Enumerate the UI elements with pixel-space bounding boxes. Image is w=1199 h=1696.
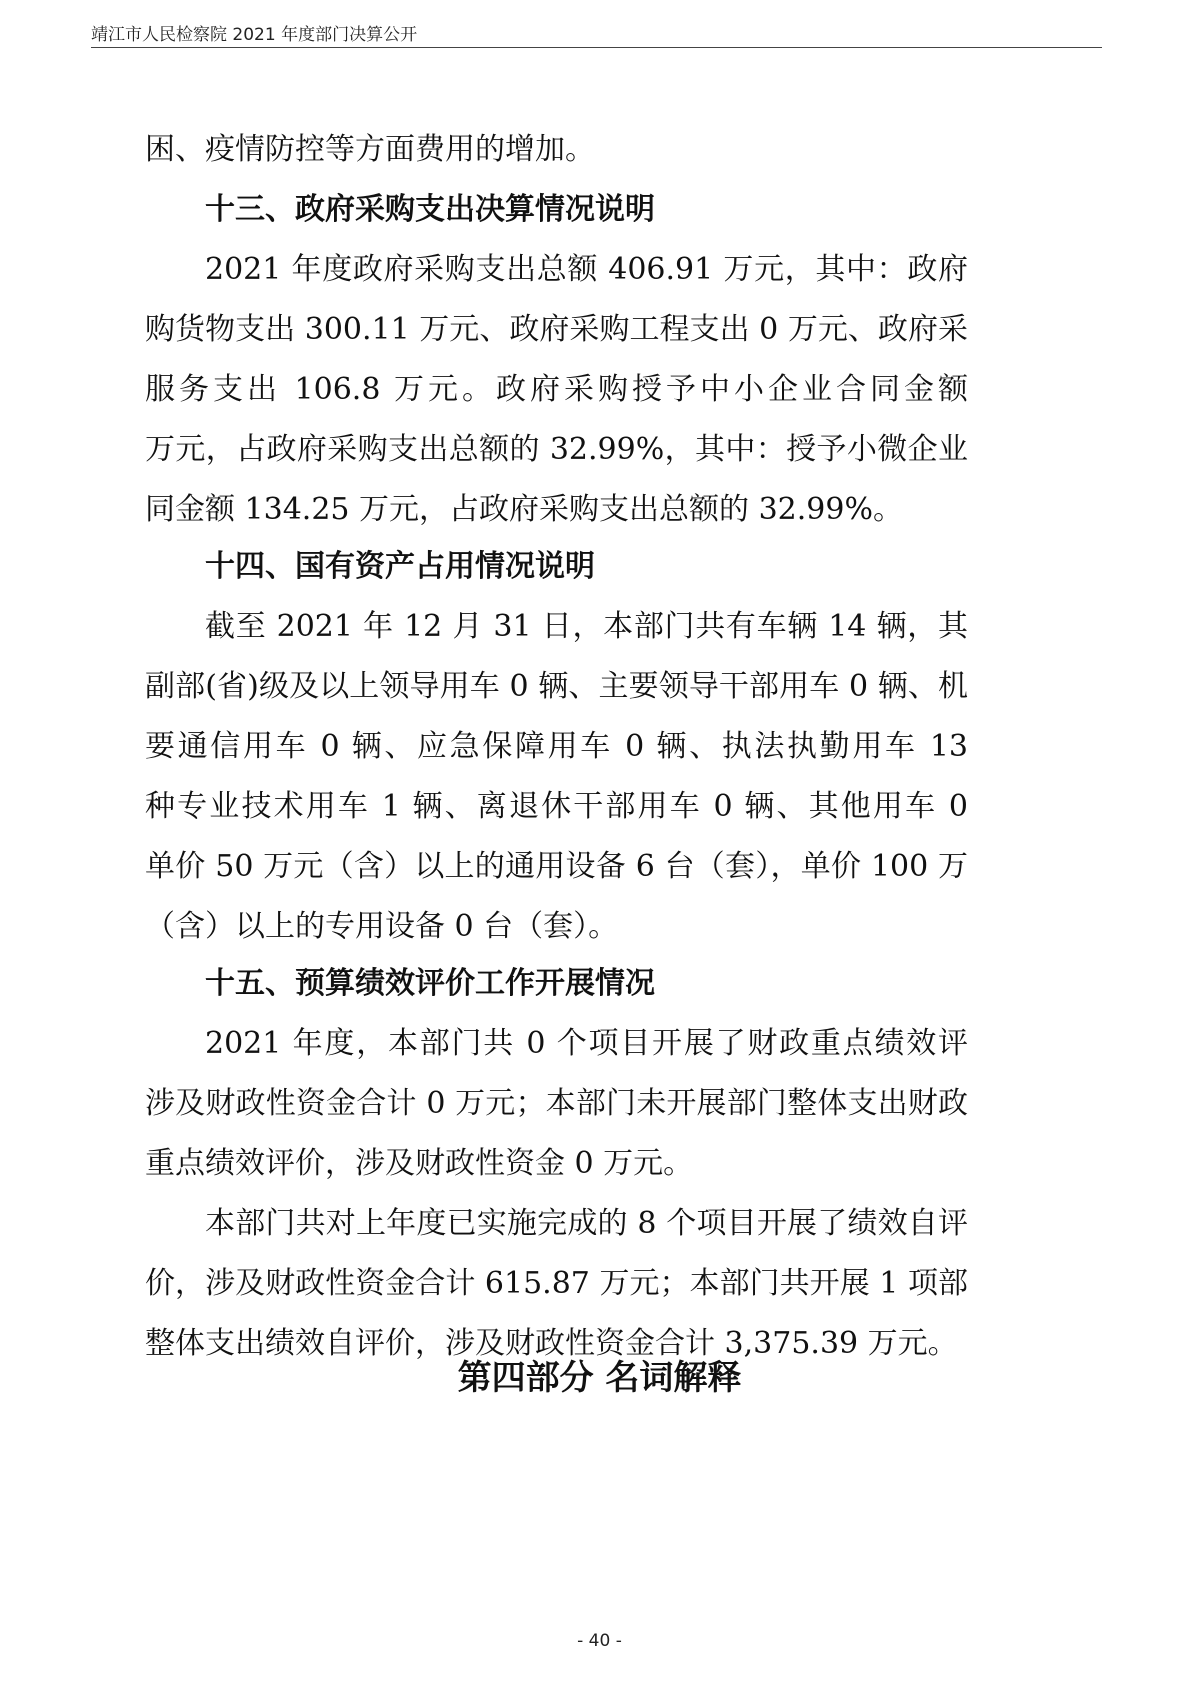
paragraph-line: 万元，占政府采购支出总额的 32.99%，其中：授予小微企业 (145, 432, 968, 467)
section-heading-15: 十五、预算绩效评价工作开展情况 (205, 966, 655, 1001)
header-divider (91, 47, 1102, 48)
paragraph-line: 本部门共对上年度已实施完成的 8 个项目开展了绩效自评 (205, 1206, 968, 1241)
paragraph-line: 副部(省)级及以上领导用车 0 辆、主要领导干部用车 0 辆、机 (145, 669, 968, 704)
paragraph-line: 2021 年度政府采购支出总额 406.91 万元，其中：政府 (205, 252, 968, 287)
paragraph-line: 服务支出 106.8 万元。政府采购授予中小企业合同金额 (145, 372, 968, 407)
part-title: 第四部分 名词解释 (457, 1358, 742, 1398)
page-header-title: 靖江市人民检察院 2021 年度部门决算公开 (91, 25, 418, 45)
paragraph-line: 种专业技术用车 1 辆、离退休干部用车 0 辆、其他用车 0 (145, 789, 968, 824)
section-heading-14: 十四、国有资产占用情况说明 (205, 549, 595, 584)
paragraph-line: 涉及财政性资金合计 0 万元；本部门未开展部门整体支出财政 (145, 1086, 968, 1121)
paragraph-line: 单价 50 万元（含）以上的通用设备 6 台（套），单价 100 万 (145, 849, 968, 884)
page-number: - 40 - (577, 1631, 622, 1651)
paragraph-line: 价，涉及财政性资金合计 615.87 万元；本部门共开展 1 项部 (145, 1266, 968, 1301)
paragraph-line: 困、疫情防控等方面费用的增加。 (145, 132, 595, 167)
paragraph-line: 整体支出绩效自评价，涉及财政性资金合计 3,375.39 万元。 (145, 1326, 958, 1361)
paragraph-line: 购货物支出 300.11 万元、政府采购工程支出 0 万元、政府采 (145, 312, 968, 347)
paragraph-line: （含）以上的专用设备 0 台（套）。 (145, 909, 619, 944)
section-heading-13: 十三、政府采购支出决算情况说明 (205, 192, 655, 227)
paragraph-line: 重点绩效评价，涉及财政性资金 0 万元。 (145, 1146, 694, 1181)
paragraph-line: 2021 年度，本部门共 0 个项目开展了财政重点绩效评 (205, 1026, 968, 1061)
paragraph-line: 要通信用车 0 辆、应急保障用车 0 辆、执法执勤用车 13 (145, 729, 968, 764)
paragraph-line: 同金额 134.25 万元，占政府采购支出总额的 32.99%。 (145, 492, 903, 527)
paragraph-line: 截至 2021 年 12 月 31 日，本部门共有车辆 14 辆，其 (205, 609, 968, 644)
